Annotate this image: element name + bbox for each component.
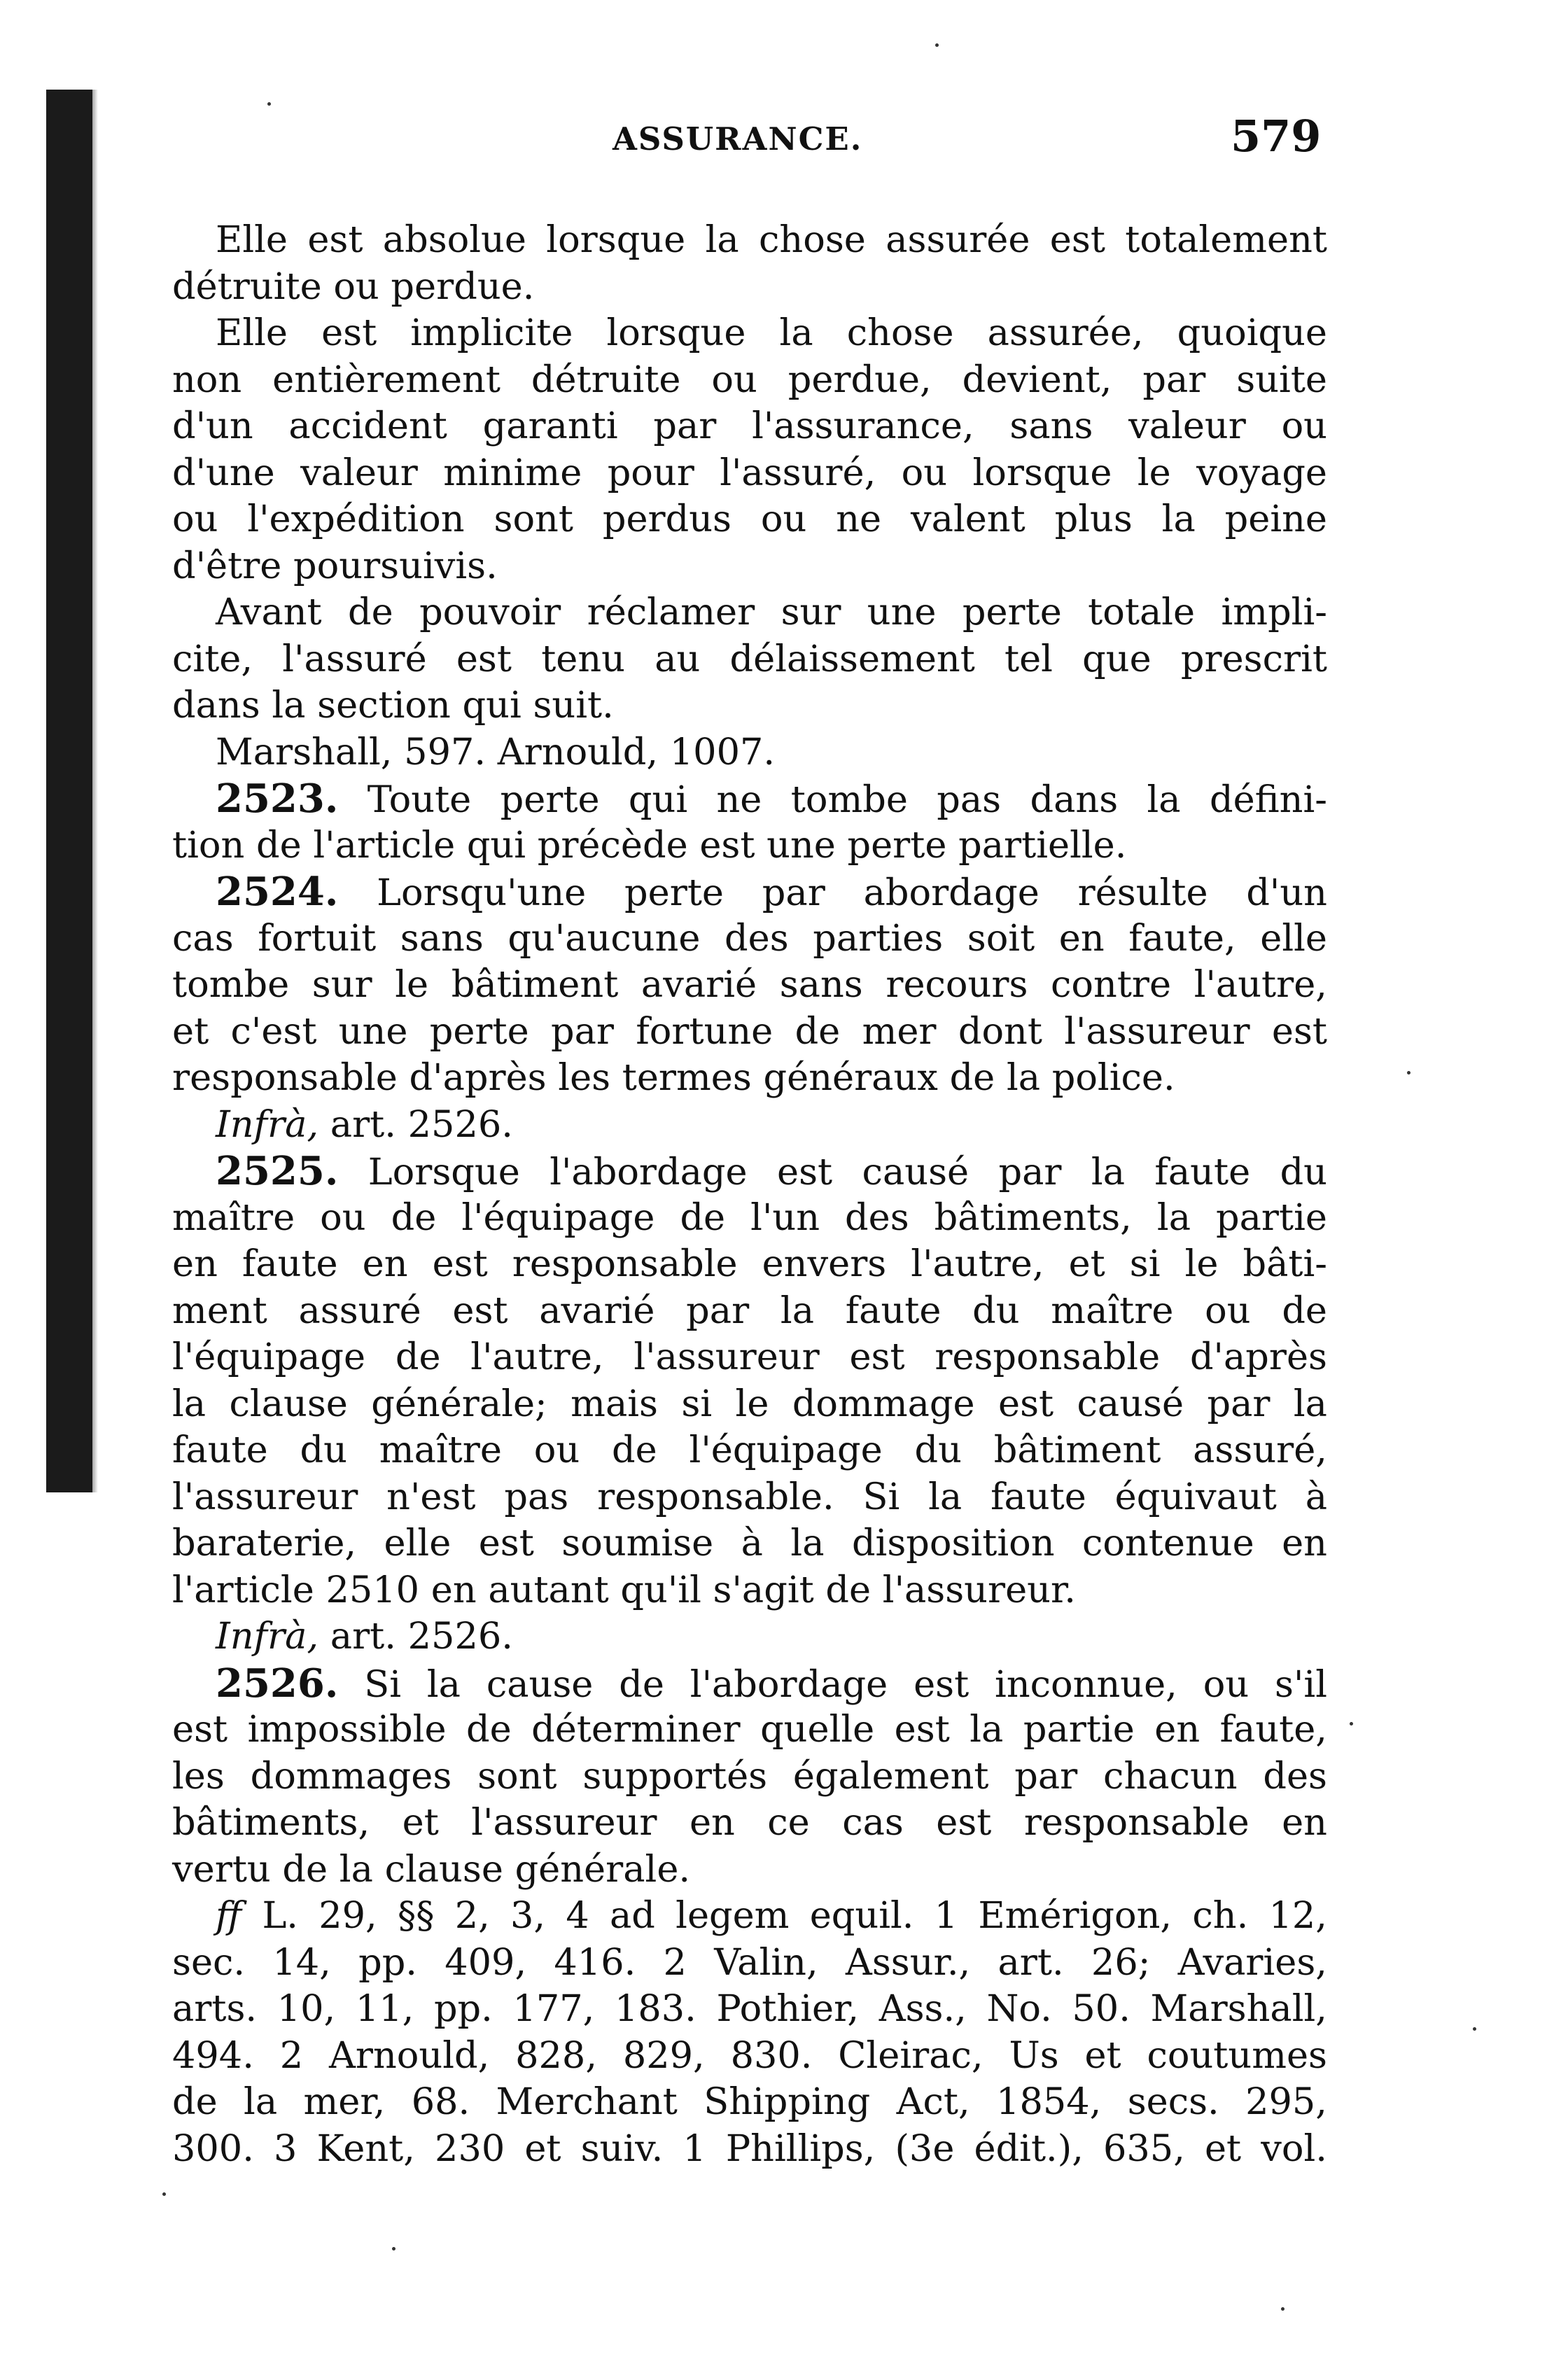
- line-text: Lorsque l'abordage est causé par la faute du: [338, 1151, 1327, 1194]
- text-line: [172, 403, 1327, 450]
- line-text: l'équipage de l'autre, l'assureur est responsable d'après: [172, 1336, 1327, 1378]
- text-line: [172, 2033, 1327, 2080]
- article-number: 2523.: [216, 776, 339, 822]
- text-line: [172, 1241, 1327, 1288]
- article-number: 2525.: [216, 1148, 339, 1194]
- italic-reference: Infrà,: [216, 1615, 319, 1658]
- line-text: 494. 2 Arnould, 828, 829, 830. Cleirac, Us et coutumes: [172, 2033, 1327, 2077]
- line-text: L. 29, §§ 2, 3, 4 ad legem equil. 1 Emérigon, ch. 12,: [241, 1894, 1327, 1937]
- line-text: Avant de pouvoir réclamer sur une perte totale impli-: [216, 591, 1327, 634]
- text-line: [172, 729, 1327, 776]
- line-text: de la mer, 68. Merchant Shipping Act, 1854, secs. 295,: [172, 2080, 1327, 2123]
- line-text: dans la section qui suit.: [172, 684, 614, 727]
- line-text: faute du maître ou de l'équipage du bâtiment assuré,: [172, 1429, 1327, 1471]
- text-line: [172, 2126, 1327, 2173]
- line-text: cas fortuit sans qu'aucune des parties soit en faute, elle: [172, 916, 1327, 960]
- text-line: [172, 1567, 1327, 1614]
- article-number: 2524.: [216, 869, 339, 915]
- line-text: baraterie, elle est soumise à la disposition contenue en: [172, 1522, 1327, 1564]
- text-line: [172, 543, 1327, 590]
- italic-reference: ff: [216, 1894, 242, 1937]
- text-line: [172, 916, 1327, 962]
- text-line: [172, 310, 1327, 357]
- line-text: d'un accident garanti par l'assurance, sans valeur ou: [172, 405, 1327, 447]
- text-line: [172, 450, 1327, 497]
- text-line: [172, 1940, 1327, 1987]
- article-line: [172, 869, 1327, 916]
- text-line: [172, 1288, 1327, 1335]
- text-line: [172, 1102, 1327, 1149]
- article-number: 2526.: [216, 1660, 339, 1707]
- line-text: l'assureur n'est pas responsable. Si la faute équivaut à: [172, 1475, 1327, 1518]
- text-line: [172, 1334, 1327, 1381]
- line-text: Lorsqu'une perte par abordage résulte d'un: [338, 872, 1327, 914]
- line-text: et c'est une perte par fortune de mer dont l'assureur est: [172, 1009, 1327, 1053]
- line-text: tion de l'article qui précède est une perte partielle.: [172, 823, 1127, 867]
- text-line: [172, 1055, 1327, 1102]
- line-text: art. 2526.: [318, 1615, 513, 1658]
- text-line: [172, 1614, 1327, 1660]
- text-line: [172, 636, 1327, 683]
- article-line: [172, 776, 1327, 822]
- line-text: les dommages sont supportés également par chacun des: [172, 1754, 1327, 1798]
- line-text: sec. 14, pp. 409, 416. 2 Valin, Assur., art. 26; Avaries,: [172, 1940, 1327, 1984]
- line-text: d'une valeur minime pour l'assuré, ou lorsque le voyage: [172, 451, 1327, 494]
- line-text: Si la cause de l'abordage est inconnue, ou s'il: [338, 1662, 1327, 1706]
- text-line: [172, 1381, 1327, 1428]
- body-text: [172, 217, 1327, 2172]
- line-text: l'article 2510 en autant qu'il s'agit de l'assureur.: [172, 1568, 1076, 1611]
- text-line: [172, 496, 1327, 543]
- italic-reference: Infrà,: [216, 1102, 319, 1146]
- text-line: [172, 1707, 1327, 1754]
- line-text: 300. 3 Kent, 230 et suiv. 1 Phillips, (3e édit.), 635, et vol.: [172, 2127, 1327, 2170]
- text-line: [172, 1474, 1327, 1521]
- line-text: responsable d'après les termes généraux de la police.: [172, 1056, 1175, 1099]
- text-line: [172, 822, 1327, 869]
- text-line: [172, 1986, 1327, 2033]
- line-text: Toute perte qui ne tombe pas dans la défini-: [338, 778, 1327, 821]
- line-text: tombe sur le bâtiment avarié sans recours contre l'autre,: [172, 963, 1327, 1006]
- line-text: cite, l'assuré est tenu au délaissement tel que prescrit: [172, 637, 1327, 680]
- article-line: [172, 1660, 1327, 1707]
- text-line: [172, 1800, 1327, 1847]
- line-text: la clause générale; mais si le dommage est causé par la: [172, 1382, 1327, 1425]
- text-line: [172, 962, 1327, 1009]
- text-line: [172, 1520, 1327, 1567]
- text-line: [172, 2079, 1327, 2126]
- text-line: [172, 682, 1327, 729]
- text-line: [172, 357, 1327, 404]
- line-text: est impossible de déterminer quelle est la partie en faute,: [172, 1708, 1327, 1751]
- line-text: Elle est implicite lorsque la chose assurée, quoique: [216, 312, 1327, 354]
- text-line: [172, 1893, 1327, 1940]
- line-text: ment assuré est avarié par la faute du maître ou de: [172, 1289, 1327, 1332]
- line-text: arts. 10, 11, pp. 177, 183. Pothier, Ass., No. 50. Marshall,: [172, 1987, 1327, 2030]
- line-text: vertu de la clause générale.: [172, 1847, 691, 1891]
- line-text: en faute en est responsable envers l'autre, et si le bâti-: [172, 1242, 1327, 1285]
- article-line: [172, 1148, 1327, 1195]
- text-line: [172, 264, 1327, 311]
- line-text: Elle est absolue lorsque la chose assurée est totalement: [216, 218, 1327, 261]
- binding-shadow: [46, 90, 92, 1492]
- line-text: ou l'expédition sont perdus ou ne valent plus la peine: [172, 498, 1327, 540]
- text-line: [172, 589, 1327, 636]
- line-text: bâtiments, et l'assureur en ce cas est responsable en: [172, 1801, 1327, 1844]
- line-text: d'être poursuivis.: [172, 544, 498, 587]
- line-text: non entièrement détruite ou perdue, devient, par suite: [172, 358, 1327, 401]
- line-text: Marshall, 597. Arnould, 1007.: [216, 730, 776, 774]
- line-text: maître ou de l'équipage de l'un des bâtiments, la partie: [172, 1196, 1327, 1239]
- text-line: [172, 1009, 1327, 1056]
- line-text: détruite ou perdue.: [172, 265, 535, 308]
- line-text: art. 2526.: [318, 1102, 513, 1146]
- text-line: [172, 1427, 1327, 1474]
- text-line: [172, 217, 1327, 264]
- text-line: [172, 1195, 1327, 1242]
- page-number: 579: [1231, 111, 1322, 162]
- running-head: ASSURANCE.: [612, 120, 863, 158]
- text-line: [172, 1754, 1327, 1800]
- text-line: [172, 1847, 1327, 1893]
